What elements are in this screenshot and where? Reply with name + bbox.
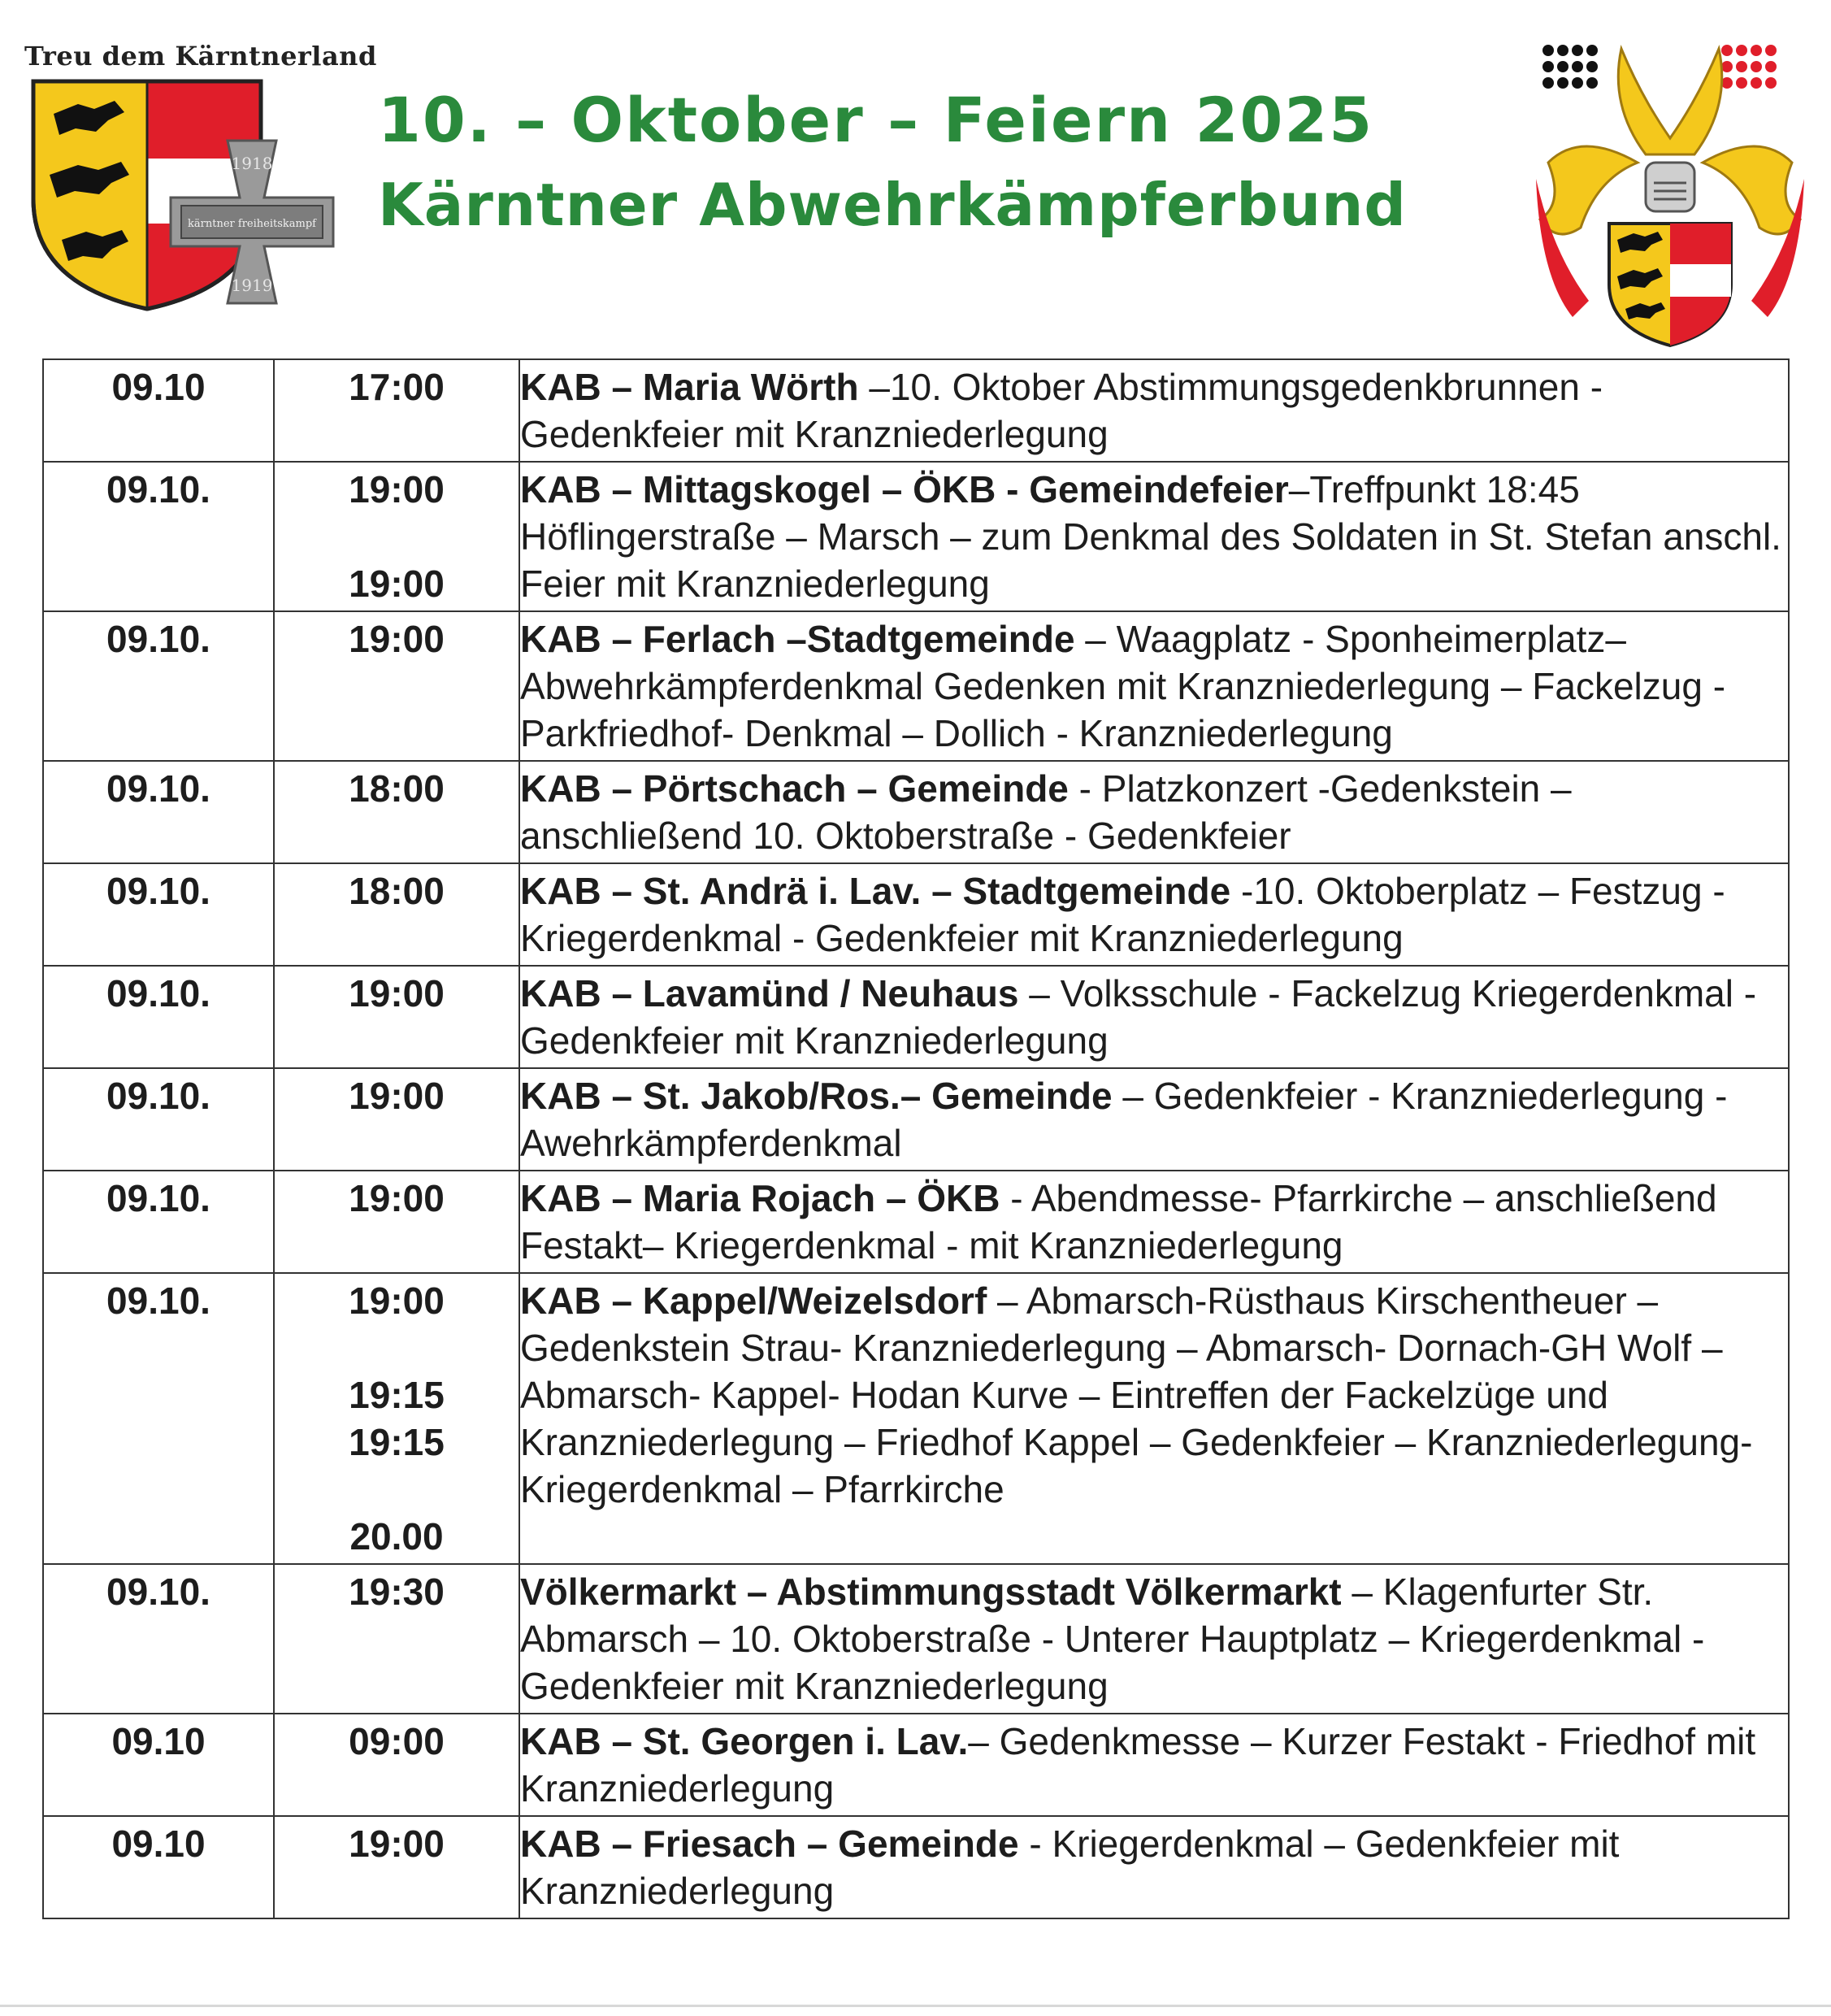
event-row: [43, 1564, 1789, 1714]
event-times: [274, 359, 519, 462]
event-times: [274, 1068, 519, 1171]
cross-label: kärntner freiheitskampf: [188, 218, 316, 230]
event-organizer: KAB – St. Andrä i. Lav. – Stadtgemeinde: [520, 870, 1231, 912]
event-description: [519, 1171, 1789, 1273]
event-description: [519, 863, 1789, 966]
event-organizer: KAB – St. Jakob/Ros.– Gemeinde: [520, 1075, 1113, 1117]
event-details: - Kriegerdenkmal – Gedenkfeier mit Kranzniederlegung: [520, 1823, 1620, 1912]
event-organizer: KAB – Mittagskogel – ÖKB - Gemeindefeier: [520, 468, 1289, 511]
event-details: – Waagplatz - Sponheimerplatz– Abwehrkämpferdenkmal Gedenken mit Kranzniederlegung – Fackelzug - Parkfriedhof- Denkmal – Dollich - Kranzniederlegung: [520, 618, 1726, 754]
event-row: [43, 1816, 1789, 1918]
event-row: [43, 1714, 1789, 1816]
event-time: 19:00: [349, 972, 445, 1015]
event-times: [274, 761, 519, 863]
title-line-1: 10. – Oktober – Feiern 2025: [378, 84, 1374, 156]
event-description: [519, 761, 1789, 863]
event-date: 09.10.: [43, 462, 274, 611]
event-times: [274, 611, 519, 761]
event-time: 19:15: [349, 1421, 445, 1463]
event-date: 09.10.: [43, 863, 274, 966]
event-row: [43, 966, 1789, 1068]
event-description: [519, 1564, 1789, 1714]
event-time: 18:00: [349, 870, 445, 912]
event-row: [43, 863, 1789, 966]
coat-of-arms-crest: [1532, 41, 1808, 350]
event-date: 09.10: [43, 1714, 274, 1816]
event-organizer: KAB – Ferlach –Stadtgemeinde: [520, 618, 1075, 660]
event-description: [519, 1816, 1789, 1918]
event-details: -10. Oktoberplatz – Festzug -Kriegerdenkmal - Gedenkfeier mit Kranzniederlegung: [520, 870, 1725, 959]
event-date: 09.10.: [43, 1273, 274, 1564]
event-time: 19:30: [349, 1571, 445, 1613]
event-organizer: KAB – Kappel/Weizelsdorf: [520, 1280, 987, 1322]
event-date: 09.10.: [43, 1171, 274, 1273]
event-details: – Abmarsch-Rüsthaus Kirschentheuer – Gedenkstein Strau- Kranzniederlegung – Abmarsch- Dornach-GH Wolf – Abmarsch- Kappel- Hodan Kurve – Eintreffen der Fackelzüge und Kranzniederlegung – Friedhof Kappel – Gedenkfeier – Kranzniederlegung- Kriegerdenkmal – Pfarrkirche: [520, 1280, 1753, 1510]
event-time: 20.00: [349, 1515, 444, 1558]
event-times: [274, 1171, 519, 1273]
event-description: [519, 966, 1789, 1068]
event-details: – Klagenfurter Str. Abmarsch – 10. Oktoberstraße - Unterer Hauptplatz – Kriegerdenkmal - Gedenkfeier mit Kranzniederlegung: [520, 1571, 1705, 1707]
event-organizer: Völkermarkt – Abstimmungsstadt Völkermarkt: [520, 1571, 1342, 1613]
event-details: – Volksschule - Fackelzug Kriegerdenkmal - Gedenkfeier mit Kranzniederlegung: [520, 972, 1757, 1062]
event-times: [274, 1564, 519, 1714]
event-times: [274, 1273, 519, 1564]
event-organizer: KAB – St. Georgen i. Lav.: [520, 1720, 969, 1762]
event-date: 09.10.: [43, 1068, 274, 1171]
event-times: [274, 966, 519, 1068]
event-time: 19:00: [349, 563, 445, 605]
scan-bottom-edge: [0, 2005, 1831, 2007]
event-time: 19:00: [349, 468, 445, 511]
event-times: [274, 1714, 519, 1816]
event-row: [43, 611, 1789, 761]
event-organizer: KAB – Maria Wörth: [520, 366, 859, 408]
event-time: 19:00: [349, 1823, 445, 1865]
schedule-body: [43, 359, 1789, 1918]
event-time: 18:00: [349, 767, 445, 810]
event-row: [43, 359, 1789, 462]
event-row: [43, 462, 1789, 611]
freiheitskampf-cross-emblem: [167, 137, 337, 307]
cross-years-top: 1918: [231, 154, 273, 173]
event-time: 09:00: [349, 1720, 445, 1762]
event-details: - Platzkonzert -Gedenkstein – anschließend 10. Oktoberstraße - Gedenkfeier: [520, 767, 1572, 857]
event-times: [274, 462, 519, 611]
event-details: - Abendmesse- Pfarrkirche – anschließend Festakt– Kriegerdenkmal - mit Kranzniederlegung: [520, 1177, 1717, 1267]
event-time: 19:00: [349, 1280, 445, 1322]
event-times: [274, 863, 519, 966]
event-details: –Treffpunkt 18:45 Höflingerstraße – Marsch – zum Denkmal des Soldaten in St. Stefan anschl. Feier mit Kranzniederlegung: [520, 468, 1781, 605]
event-organizer: KAB – Pörtschach – Gemeinde: [520, 767, 1069, 810]
motto-text: Treu dem Kärntnerland: [24, 41, 377, 72]
event-time: 19:15: [349, 1374, 445, 1416]
event-date: 09.10: [43, 359, 274, 462]
event-row: [43, 1068, 1789, 1171]
event-organizer: KAB – Friesach – Gemeinde: [520, 1823, 1019, 1865]
event-time: 19:00: [349, 1177, 445, 1219]
event-description: [519, 359, 1789, 462]
event-time: 19:00: [349, 618, 445, 660]
event-row: [43, 761, 1789, 863]
title-block: [378, 81, 1516, 250]
event-date: 09.10.: [43, 1564, 274, 1714]
cross-years-bottom: 1919: [231, 276, 273, 295]
event-date: 09.10.: [43, 966, 274, 1068]
event-time: [275, 1466, 518, 1513]
event-description: [519, 462, 1789, 611]
event-times: [274, 1816, 519, 1918]
event-details: – Gedenkfeier - Kranzniederlegung - Awehrkämpferdenkmal: [520, 1075, 1728, 1164]
event-description: [519, 1068, 1789, 1171]
event-date: 09.10.: [43, 761, 274, 863]
event-organizer: KAB – Lavamünd / Neuhaus: [520, 972, 1019, 1015]
event-time: [275, 513, 518, 560]
event-organizer: KAB – Maria Rojach – ÖKB: [520, 1177, 1000, 1219]
event-date: 09.10.: [43, 611, 274, 761]
event-description: [519, 1714, 1789, 1816]
event-row: [43, 1171, 1789, 1273]
event-row: [43, 1273, 1789, 1564]
event-description: [519, 611, 1789, 761]
event-details: –10. Oktober Abstimmungsgedenkbrunnen - Gedenkfeier mit Kranzniederlegung: [520, 366, 1603, 455]
event-time: 19:00: [349, 1075, 445, 1117]
event-time: 17:00: [349, 366, 445, 408]
event-schedule-table: [42, 358, 1790, 1919]
title-line-2: Kärntner Abwehrkämpferbund: [378, 171, 1407, 239]
event-details: – Gedenkmesse – Kurzer Festakt - Friedhof mit Kranzniederlegung: [520, 1720, 1756, 1810]
event-time: [275, 1324, 518, 1371]
event-description: [519, 1273, 1789, 1564]
event-date: 09.10: [43, 1816, 274, 1918]
